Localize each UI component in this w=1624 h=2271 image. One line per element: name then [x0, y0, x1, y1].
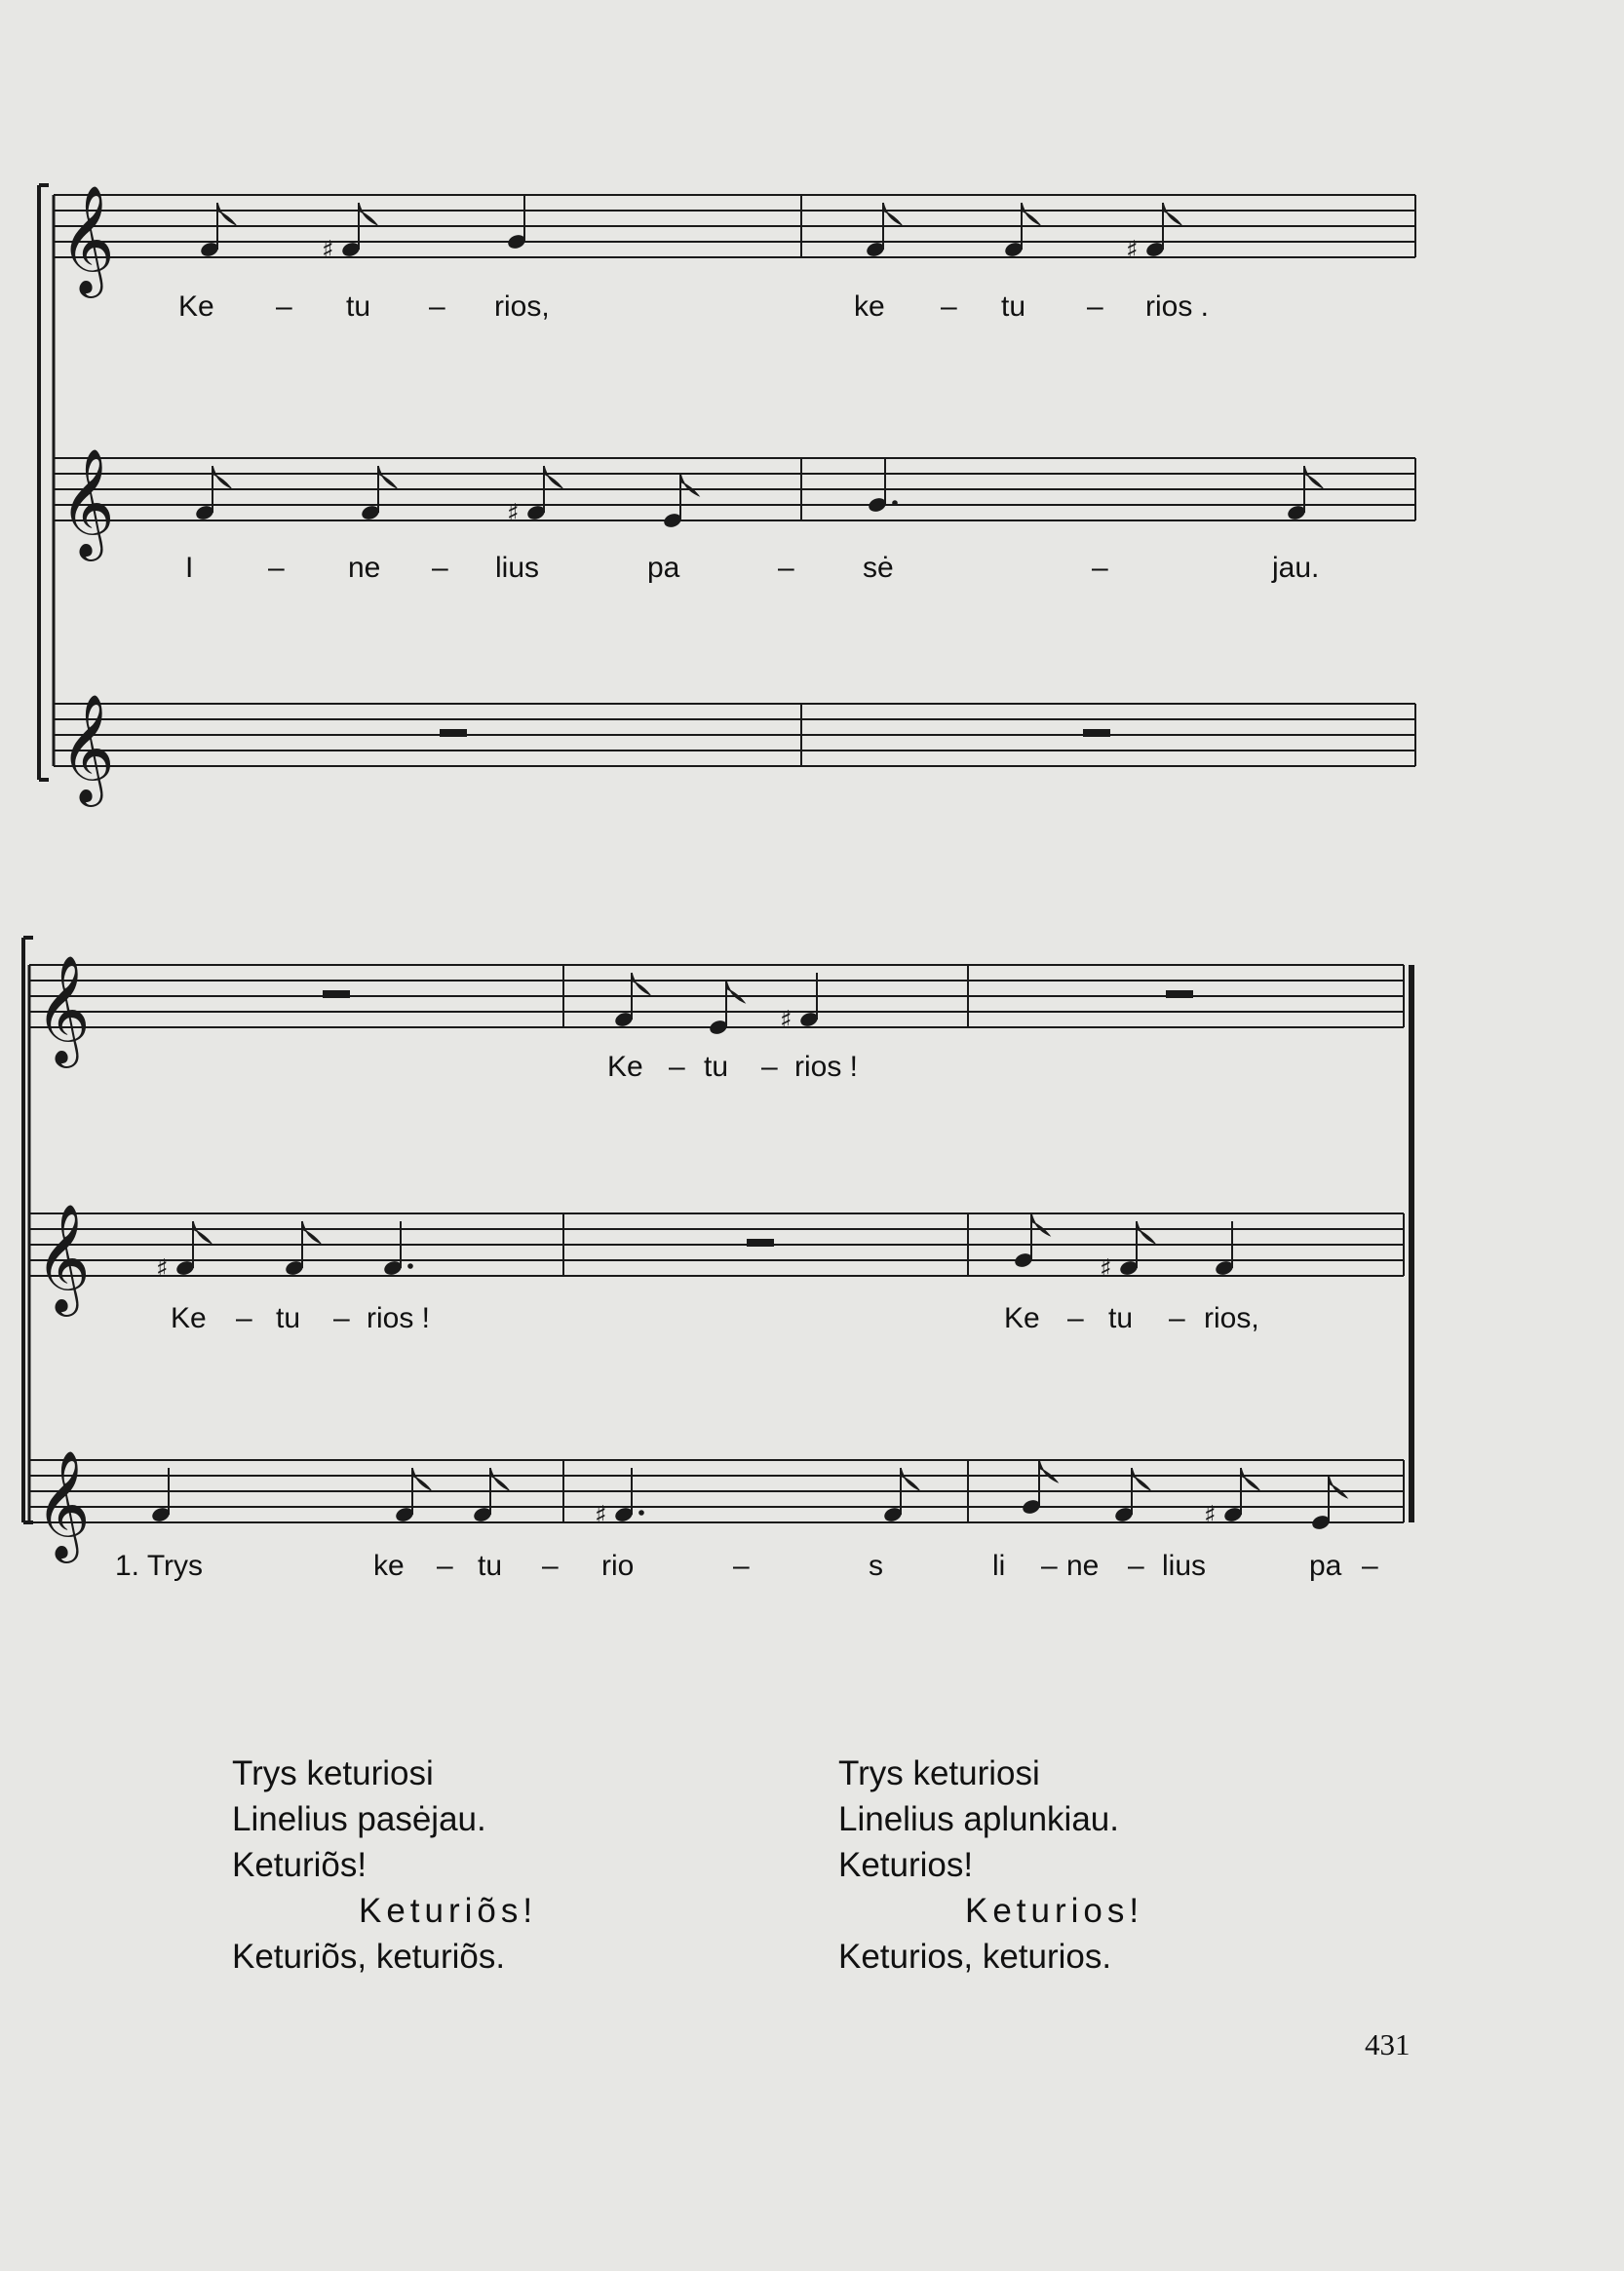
- lyric-syllable: rios !: [794, 1051, 859, 1083]
- verse-line: Keturiõs!: [232, 1846, 367, 1884]
- lyric-syllable: tu: [478, 1550, 503, 1582]
- lyric-syllable: sė: [863, 552, 894, 584]
- note-flag: [1163, 203, 1180, 224]
- treble-clef-icon: 𝄞: [35, 1203, 91, 1312]
- lyric-hyphen: –: [268, 552, 285, 584]
- sharp-icon: ♯: [1204, 1501, 1217, 1530]
- lyric-syllable: Ke: [171, 1302, 207, 1334]
- note-flag: [680, 474, 698, 495]
- sharp-icon: ♯: [507, 499, 520, 528]
- note-flag: [1137, 1221, 1154, 1243]
- note-dot: [638, 1510, 644, 1516]
- verse-line: Linelius pasėjau.: [232, 1800, 486, 1838]
- lyric-syllable: ne: [1066, 1550, 1100, 1582]
- verse-left: [232, 1751, 537, 1980]
- lyric-syllable: pa: [1309, 1550, 1342, 1582]
- lyric-syllable: ke: [854, 290, 885, 323]
- whole-rest: [323, 990, 350, 998]
- note-flag: [1329, 1476, 1346, 1497]
- sharp-icon: ♯: [1100, 1254, 1112, 1284]
- lyric-hyphen: –: [333, 1302, 350, 1334]
- lyric-hyphen: –: [542, 1550, 559, 1582]
- verse-line: Keturios, keturios.: [838, 1938, 1112, 1976]
- lyric-hyphen: –: [1169, 1302, 1185, 1334]
- note-flag: [1304, 466, 1322, 487]
- lyric-hyphen: –: [1092, 552, 1108, 584]
- note-flag: [412, 1468, 430, 1489]
- whole-rest: [440, 729, 467, 737]
- treble-clef-icon: 𝄞: [35, 954, 91, 1063]
- treble-clef-icon: 𝄞: [59, 447, 115, 557]
- note-flag: [213, 466, 230, 487]
- treble-clef-icon: 𝄞: [35, 1449, 91, 1559]
- lyric-hyphen: –: [1067, 1302, 1084, 1334]
- sharp-icon: ♯: [322, 236, 334, 265]
- note-flag: [544, 466, 561, 487]
- note-dot: [892, 500, 898, 506]
- lyric-syllable: lius: [1162, 1550, 1207, 1582]
- lyric-syllable: jau.: [1272, 552, 1320, 584]
- lyric-syllable: li: [992, 1550, 1006, 1582]
- note-flag: [726, 981, 744, 1002]
- verse-right: [838, 1751, 1143, 1980]
- lyric-syllable: pa: [647, 552, 680, 584]
- lyric-hyphen: –: [236, 1302, 252, 1334]
- note-flag: [302, 1221, 320, 1243]
- lyric-hyphen: –: [276, 290, 292, 323]
- lyric-syllable: ke: [373, 1550, 405, 1582]
- lyric-syllable: Ke: [607, 1051, 643, 1083]
- lyric-syllable: lius: [495, 552, 540, 584]
- lyric-hyphen: –: [1041, 1550, 1058, 1582]
- lyric-syllable: rios,: [494, 290, 550, 323]
- sharp-icon: ♯: [1126, 236, 1139, 265]
- note-flag: [1031, 1213, 1049, 1235]
- lyric-syllable: 1. Trys: [115, 1550, 204, 1582]
- lyric-syllable: tu: [276, 1302, 301, 1334]
- lyric-hyphen: –: [761, 1051, 778, 1083]
- page-number: 431: [1365, 2027, 1411, 2061]
- note-flag: [632, 973, 649, 994]
- note-flag: [1022, 203, 1039, 224]
- lyric-hyphen: –: [778, 552, 794, 584]
- treble-clef-icon: 𝄞: [59, 184, 115, 293]
- whole-rest: [1166, 990, 1193, 998]
- treble-clef-icon: 𝄞: [59, 693, 115, 802]
- whole-rest: [1083, 729, 1110, 737]
- lyric-hyphen: –: [669, 1051, 685, 1083]
- note-flag: [359, 203, 376, 224]
- note-dot: [407, 1263, 413, 1269]
- lyric-hyphen: –: [1362, 1550, 1378, 1582]
- lyric-hyphen: –: [429, 290, 445, 323]
- lyric-syllable: rios !: [367, 1302, 431, 1334]
- note-flag: [1241, 1468, 1258, 1489]
- lyric-syllable: Ke: [1004, 1302, 1040, 1334]
- verse-line: Keturios!: [838, 1846, 974, 1884]
- note-flag: [378, 466, 396, 487]
- note-flag: [901, 1468, 918, 1489]
- lyric-hyphen: –: [1087, 290, 1103, 323]
- lyric-syllable: tu: [346, 290, 371, 323]
- lyric-hyphen: –: [941, 290, 957, 323]
- note-flag: [193, 1221, 211, 1243]
- lyric-syllable: Ke: [178, 290, 214, 323]
- verse-line: Keturiõs, keturiõs.: [232, 1938, 506, 1976]
- verse-line: Trys keturiosi: [838, 1754, 1040, 1792]
- system-bracket: [39, 185, 49, 780]
- lyric-syllable: I: [185, 552, 194, 584]
- note-flag: [490, 1468, 508, 1489]
- lyric-syllable: tu: [704, 1051, 729, 1083]
- lyric-hyphen: –: [432, 552, 448, 584]
- verse-line: Keturios!: [965, 1892, 1144, 1930]
- sharp-icon: ♯: [156, 1254, 169, 1284]
- note-flag: [1039, 1460, 1057, 1482]
- sharp-icon: ♯: [595, 1501, 607, 1530]
- verse-line: Linelius aplunkiau.: [838, 1800, 1119, 1838]
- lyric-syllable: ne: [348, 552, 381, 584]
- sharp-icon: ♯: [780, 1006, 793, 1035]
- verse-line: Trys keturiosi: [232, 1754, 434, 1792]
- lyric-syllable: rio: [601, 1550, 635, 1582]
- lyric-syllable: tu: [1108, 1302, 1134, 1334]
- lyric-syllable: rios,: [1204, 1302, 1259, 1334]
- lyric-hyphen: –: [733, 1550, 750, 1582]
- note-flag: [217, 203, 235, 224]
- note-flag: [1132, 1468, 1149, 1489]
- verse-line: Keturiõs!: [359, 1892, 538, 1930]
- lyric-hyphen: –: [437, 1550, 453, 1582]
- lyric-syllable: rios .: [1145, 290, 1210, 323]
- lyric-syllable: tu: [1001, 290, 1026, 323]
- lyric-syllable: s: [869, 1550, 883, 1582]
- whole-rest: [747, 1239, 774, 1247]
- lyric-hyphen: –: [1128, 1550, 1144, 1582]
- note-flag: [883, 203, 901, 224]
